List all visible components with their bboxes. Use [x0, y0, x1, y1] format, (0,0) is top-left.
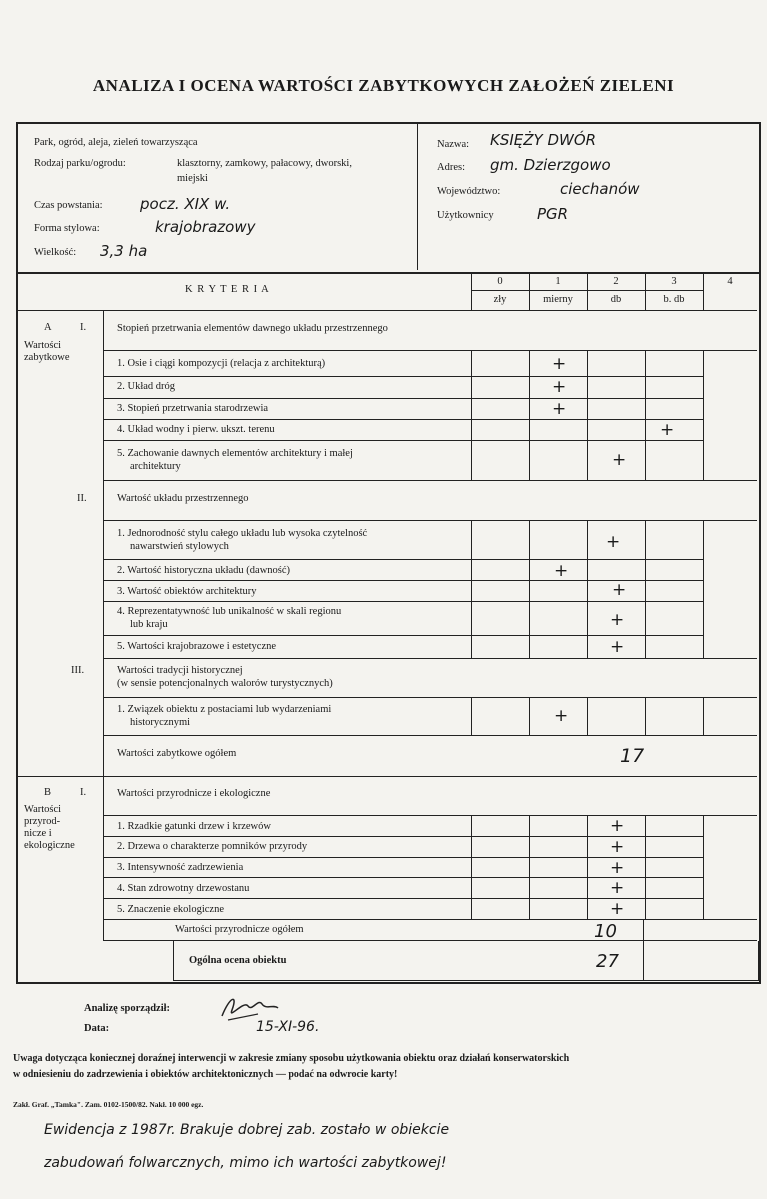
mark-g1-1: +	[552, 354, 567, 374]
print-info: Zakł. Graf. „Tamka". Zam. 0102-1500/82. Nakł. 10 000 egz.	[13, 1100, 204, 1109]
col-0-num: 0	[497, 276, 503, 287]
b-item-4: 4. Stan zdrowotny drzewostanu	[117, 883, 250, 894]
section-a-roman: I.	[80, 322, 87, 333]
date-value: 15-XI-96.	[256, 1019, 320, 1035]
address-label: Adres:	[437, 162, 465, 173]
group-1-title: Stopień przetrwania elementów dawnego układu przestrzennego	[117, 323, 388, 334]
b-item-2: 2. Drzewa o charakterze pomników przyrody	[117, 841, 308, 852]
col-3-num: 3	[671, 276, 677, 287]
section-b-letter: B	[44, 787, 52, 798]
g2-item-1: 1. Jednorodność stylu całego układu lub wysoka czytelność	[117, 528, 368, 539]
section-a-total-label: Wartości zabytkowe ogółem	[117, 748, 237, 759]
mark-b-2: +	[610, 837, 625, 857]
mark-g2-1: +	[606, 532, 621, 552]
era-label: Czas powstania:	[34, 200, 103, 211]
name-label: Nazwa:	[437, 139, 470, 150]
park-kind-options-2: miejski	[177, 173, 208, 184]
g3-item-1b: historycznymi	[130, 717, 191, 728]
g3-item-1: 1. Związek obiektu z postaciami lub wydarzeniami	[117, 704, 332, 715]
page-title: ANALIZA I OCENA WARTOŚCI ZABYTKOWYCH ZAŁOŻEŃ ZIELENI	[92, 76, 675, 95]
g1-item-3: 3. Stopień przetrwania starodrzewia	[117, 403, 269, 414]
style-value: krajobrazowy	[155, 218, 256, 236]
mark-g1-2: +	[552, 377, 567, 397]
b-item-5: 5. Znaczenie ekologiczne	[117, 904, 224, 915]
overall-label: Ogólna ocena obiektu	[189, 955, 287, 966]
mark-g2-4: +	[610, 610, 625, 630]
b-item-3: 3. Intensywność zadrzewienia	[117, 862, 244, 873]
g1-item-5b: architektury	[130, 461, 181, 472]
section-a-name: Wartości zabytkowe	[24, 340, 70, 363]
size-value: 3,3 ha	[100, 242, 148, 260]
address-value: gm. Dzierzgowo	[490, 156, 611, 174]
col-1-num: 1	[555, 276, 561, 287]
col-0-label: zły	[493, 294, 507, 305]
section-a-letter: A	[44, 322, 52, 333]
group-2-title: Wartość układu przestrzennego	[117, 493, 249, 504]
voivodeship-label: Województwo:	[437, 186, 501, 197]
size-label: Wielkość:	[34, 247, 77, 258]
name-value: KSIĘŻY DWÓR	[490, 131, 597, 149]
mark-g2-2: +	[554, 561, 569, 581]
g1-item-1: 1. Osie i ciągi kompozycji (relacja z architekturą)	[117, 358, 326, 369]
mark-g2-5: +	[610, 637, 625, 657]
col-3-label: b. db	[663, 294, 685, 305]
mark-b-1: +	[610, 816, 625, 836]
author-label: Analizę sporządził:	[84, 1003, 171, 1014]
mark-b-3: +	[610, 858, 625, 878]
section-b-roman: I.	[80, 787, 87, 798]
mark-g1-3: +	[552, 399, 567, 419]
g2-item-1b: nawarstwień stylowych	[130, 541, 229, 552]
overall-value: 27	[596, 951, 619, 972]
section-a-total-value: 17	[620, 745, 645, 767]
section-b-title: Wartości przyrodnicze i ekologiczne	[117, 788, 271, 799]
g2-item-4b: lub kraju	[130, 619, 168, 630]
section-b-total-value: 10	[594, 921, 617, 942]
g1-item-4: 4. Układ wodny i pierw. ukszt. terenu	[117, 424, 275, 435]
g2-item-4: 4. Reprezentatywność lub unikalność w skali regionu	[117, 606, 342, 617]
group-2-roman: II.	[77, 493, 87, 504]
col-1-label: mierny	[543, 294, 573, 305]
g2-item-3: 3. Wartość obiektów architektury	[117, 586, 257, 597]
users-label: Użytkownicy	[437, 210, 494, 221]
col-4-num: 4	[727, 276, 733, 287]
section-b-total-label: Wartości przyrodnicze ogółem	[175, 924, 304, 935]
handwritten-note-2: zabudowań folwarcznych, mimo ich wartości zabytkowej!	[44, 1155, 447, 1171]
park-type-label: Park, ogród, aleja, zieleń towarzysząca	[34, 137, 198, 148]
g1-item-5: 5. Zachowanie dawnych elementów architektury i małej	[117, 448, 353, 459]
park-kind-options: klasztorny, zamkowy, pałacowy, dworski,	[177, 158, 352, 169]
mark-b-5: +	[610, 899, 625, 919]
note-line-1: Uwaga dotycząca koniecznej doraźnej interwencji w zakresie zmiany sposobu użytkowania obiektu oraz działań konserwatorskich	[13, 1053, 570, 1064]
g1-item-2: 2. Układ dróg	[117, 381, 176, 392]
note-line-2: w odniesieniu do zadrzewienia i obiektów architektonicznych — podać na odwrocie karty!	[13, 1069, 398, 1080]
group-3-roman: III.	[71, 665, 85, 676]
g2-item-5: 5. Wartości krajobrazowe i estetyczne	[117, 641, 277, 652]
mark-b-4: +	[610, 878, 625, 898]
mark-g3-1: +	[554, 706, 569, 726]
date-label: Data:	[84, 1023, 110, 1034]
mark-g1-4: +	[660, 420, 675, 440]
handwritten-note-1: Ewidencja z 1987r. Brakuje dobrej zab. zostało w obiekcie	[44, 1122, 450, 1138]
section-b-name: Wartości przyrod- nicze i ekologiczne	[24, 804, 75, 851]
g2-item-2: 2. Wartość historyczna układu (dawność)	[117, 565, 291, 576]
mark-g2-3: +	[612, 580, 627, 600]
style-label: Forma stylowa:	[34, 223, 100, 234]
park-kind-label: Rodzaj parku/ogrodu:	[34, 158, 126, 169]
criteria-header: K R Y T E R I A	[185, 284, 270, 295]
group-3-title: Wartości tradycji historycznej	[117, 665, 243, 676]
users-value: PGR	[537, 205, 569, 223]
col-2-num: 2	[613, 276, 619, 287]
mark-g1-5: +	[612, 450, 627, 470]
era-value: pocz. XIX w.	[140, 195, 231, 213]
group-3-title-2: (w sensie potencjonalnych walorów turystycznych)	[117, 678, 333, 689]
b-item-1: 1. Rzadkie gatunki drzew i krzewów	[117, 821, 271, 832]
voivodeship-value: ciechanów	[560, 180, 640, 198]
col-2-label: db	[610, 294, 622, 305]
